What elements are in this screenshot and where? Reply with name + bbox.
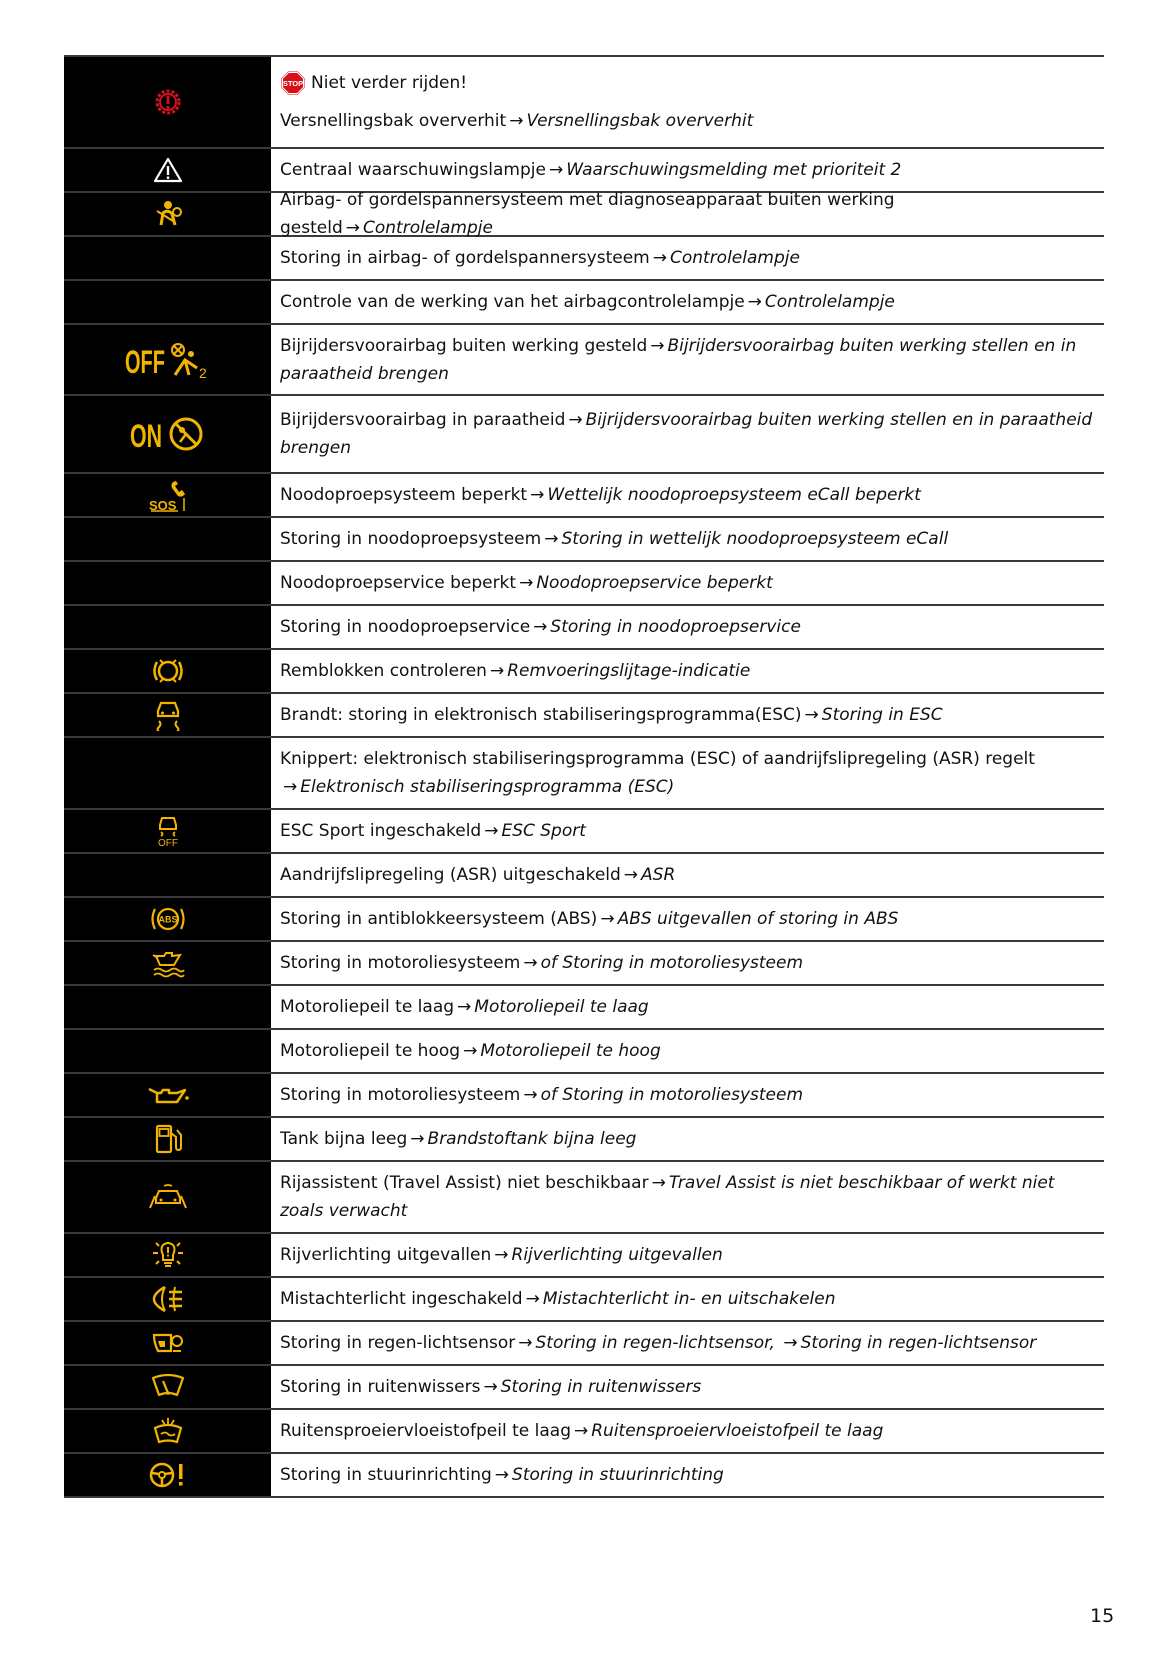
wiper-icon: [64, 1366, 271, 1408]
reference-link[interactable]: Brandstoftank bijna leeg: [427, 1129, 637, 1149]
description-text: ESC Sport ingeschakeld: [280, 821, 482, 841]
table-row: [64, 518, 1104, 562]
description-cell: [271, 57, 1104, 147]
arrow-icon: →: [283, 777, 298, 797]
icon-cell-empty: [64, 562, 271, 604]
description-line: [280, 993, 1094, 1021]
arrow-icon: →: [494, 1245, 509, 1265]
passenger-airbag-off-icon: [64, 325, 271, 394]
description-text: Noodoproepsysteem beperkt: [280, 485, 528, 505]
svg-text:STOP: STOP: [282, 79, 304, 88]
transmission-overheat-icon: [64, 57, 271, 147]
description-cell: [271, 1234, 1104, 1276]
description-line: [280, 186, 1094, 242]
table-row: [64, 810, 1104, 854]
sos-call-icon: [64, 474, 271, 516]
reference-link[interactable]: Controlelampje: [764, 292, 895, 312]
description-line: [280, 745, 1094, 801]
reference-link[interactable]: Storing in regen-lichtsensor: [800, 1333, 1037, 1353]
arrow-icon: →: [410, 1129, 425, 1149]
description-line: [280, 1329, 1094, 1357]
reference-link[interactable]: Motoroliepeil te laag: [474, 997, 649, 1017]
icon-label: ABS: [157, 914, 178, 925]
table-row: [64, 854, 1104, 898]
description-text: Storing in airbag- of gordelspannersysteem: [280, 248, 650, 268]
arrow-icon: →: [484, 821, 499, 841]
description-line: [280, 332, 1094, 388]
reference-link[interactable]: Bijrijdersvoorairbag buiten werking stellen en in paraatheid brengen: [280, 410, 1093, 458]
arrow-icon: →: [523, 1085, 538, 1105]
stop-warning: [280, 69, 1094, 97]
table-row: [64, 237, 1104, 281]
arrow-icon: →: [345, 218, 360, 238]
description-line: [280, 1125, 1094, 1153]
description-cell: [271, 237, 1104, 279]
description-text: Brandt: storing in elektronisch stabiliseringsprogramma(ESC): [280, 705, 802, 725]
description-text: Storing in noodoproepservice: [280, 617, 531, 637]
description-text: Mistachterlicht ingeschakeld: [280, 1289, 523, 1309]
description-line: [280, 861, 1094, 889]
arrow-icon: →: [574, 1421, 589, 1441]
table-row: [64, 942, 1104, 986]
table-row: [64, 1278, 1104, 1322]
reference-link[interactable]: ASR: [641, 865, 676, 885]
reference-link[interactable]: ESC Sport: [501, 821, 586, 841]
reference-link[interactable]: Storing in wettelijk noodoproepsysteem eCall: [561, 529, 949, 549]
description-text: Centraal waarschuwingslampje: [280, 160, 546, 180]
description-line: [280, 817, 1094, 845]
description-line: [280, 1081, 1094, 1109]
description-text: Motoroliepeil te hoog: [280, 1041, 461, 1061]
airbag-icon: [64, 193, 271, 235]
description-text: Storing in motoroliesysteem: [280, 953, 521, 973]
description-cell: [271, 1410, 1104, 1452]
icon-cell-empty: [64, 986, 271, 1028]
arrow-icon: →: [548, 160, 564, 180]
description-line: [280, 905, 1094, 933]
bulb-failure-icon: [64, 1234, 271, 1276]
table-row: [64, 1454, 1104, 1498]
reference-link[interactable]: Motoroliepeil te hoog: [480, 1041, 661, 1061]
arrow-icon: →: [463, 1041, 478, 1061]
description-cell: [271, 942, 1104, 984]
description-text: Rijassistent (Travel Assist) niet beschikbaar: [280, 1173, 649, 1193]
brake-pad-icon: [64, 650, 271, 692]
arrow-icon: →: [525, 1289, 540, 1309]
arrow-icon: →: [652, 248, 667, 268]
table-row: [64, 1322, 1104, 1366]
description-text: Bijrijdersvoorairbag buiten werking gesteld: [280, 335, 648, 356]
table-row: [64, 55, 1104, 149]
table-row: [64, 1030, 1104, 1074]
table-row: [64, 1410, 1104, 1454]
table-row: [64, 562, 1104, 606]
reference-link[interactable]: Waarschuwingsmelding met prioriteit 2: [566, 160, 902, 180]
description-cell: [271, 1030, 1104, 1072]
description-cell: [271, 1366, 1104, 1408]
arrow-icon: →: [533, 617, 548, 637]
table-row: [64, 738, 1104, 810]
description-cell: [271, 1162, 1104, 1232]
warning-lights-table: [64, 55, 1104, 1498]
table-row: [64, 474, 1104, 518]
reference-link[interactable]: Storing in noodoproepservice: [550, 617, 801, 637]
oil-can-icon: [64, 1074, 271, 1116]
arrow-icon: →: [783, 1333, 798, 1353]
description-cell: [271, 281, 1104, 323]
table-row: [64, 1162, 1104, 1234]
description-line: [280, 1285, 1094, 1313]
description-line: [280, 701, 1094, 729]
description-cell: [271, 518, 1104, 560]
description-text: Storing in noodoproepsysteem: [280, 529, 542, 549]
reference-link[interactable]: ABS uitgevallen of storing in ABS: [617, 909, 899, 929]
icon-cell-empty: [64, 606, 271, 648]
description-text: Storing in regen-lichtsensor: [280, 1333, 516, 1353]
description-cell: [271, 1278, 1104, 1320]
description-line: [280, 1461, 1094, 1489]
description-line: [280, 406, 1094, 462]
description-text: Storing in ruitenwissers: [280, 1377, 481, 1397]
arrow-icon: →: [650, 335, 665, 356]
table-row: [64, 898, 1104, 942]
description-line: [280, 1241, 1094, 1269]
arrow-icon: →: [494, 1465, 510, 1485]
description-line: [280, 156, 1094, 184]
icon-label: SOS: [148, 498, 176, 512]
arrow-icon: →: [804, 705, 819, 725]
description-text: Controle van de werking van het airbagcontrolelampje: [280, 292, 745, 312]
description-line: [280, 1417, 1094, 1445]
description-cell: [271, 474, 1104, 516]
arrow-icon: →: [530, 485, 545, 505]
description-cell: [271, 650, 1104, 692]
reference-link[interactable]: Storing in ruitenwissers: [500, 1377, 702, 1397]
icon-cell-empty: [64, 854, 271, 896]
reference-link[interactable]: Remvoeringslijtage-indicatie: [507, 661, 751, 681]
oil-level-icon: [64, 942, 271, 984]
description-line: [280, 481, 1094, 509]
arrow-icon: →: [651, 1173, 666, 1193]
reference-link[interactable]: Bijrijdersvoorairbag buiten werking stellen en in paraatheid brengen: [280, 335, 1077, 384]
table-row: [64, 396, 1104, 474]
description-cell: [271, 810, 1104, 852]
icon-cell-empty: [64, 738, 271, 808]
reference-link[interactable]: Storing in regen-lichtsensor,: [535, 1333, 775, 1353]
description-cell: [271, 1322, 1104, 1364]
reference-link[interactable]: Storing in ESC: [821, 705, 943, 725]
washer-fluid-icon: [64, 1410, 271, 1452]
description-text: Airbag- of gordelspannersysteem met diagnoseapparaat buiten werking gesteld: [280, 190, 895, 238]
table-row: [64, 1118, 1104, 1162]
description-text: Tank bijna leeg: [280, 1129, 408, 1149]
description-text: Bijrijdersvoorairbag in paraatheid: [280, 410, 566, 430]
arrow-icon: →: [519, 573, 534, 593]
icon-cell-empty: [64, 237, 271, 279]
icon-label: OFF: [157, 838, 178, 847]
icon-cell-empty: [64, 281, 271, 323]
warning-triangle-icon: [64, 149, 271, 191]
reference-link[interactable]: Controlelampje: [669, 248, 800, 268]
steering-fault-icon: [64, 1454, 271, 1496]
reference-link[interactable]: Controlelampje: [363, 218, 493, 238]
description-text: Remblokken controleren: [280, 661, 487, 681]
description-cell: [271, 190, 1104, 238]
description-text: Noodoproepservice beperkt: [280, 573, 517, 593]
table-row: [64, 190, 1104, 238]
reference-link[interactable]: Rijverlichting uitgevallen: [511, 1245, 723, 1265]
table-row: [64, 281, 1104, 325]
table-row: [64, 1234, 1104, 1278]
description-cell: [271, 562, 1104, 604]
abs-icon: [64, 898, 271, 940]
description-line: [280, 525, 1094, 553]
description-text: Storing in stuurinrichting: [280, 1465, 492, 1485]
description-line: [280, 1037, 1094, 1065]
description-line: [280, 244, 1094, 272]
description-cell: [271, 738, 1104, 808]
arrow-icon: →: [457, 997, 472, 1017]
icon-cell-empty: [64, 518, 271, 560]
table-row: [64, 694, 1104, 738]
arrow-icon: →: [623, 865, 639, 885]
table-row: [64, 606, 1104, 650]
reference-link[interactable]: Versnellingsbak oververhit: [526, 111, 754, 131]
esc-icon: [64, 694, 271, 736]
reference-link[interactable]: Wettelijk noodoproepsysteem eCall beperkt: [547, 485, 921, 505]
description-text: Aandrijfslipregeling (ASR) uitgeschakeld: [280, 865, 621, 885]
description-cell: [271, 694, 1104, 736]
table-row: [64, 1366, 1104, 1410]
stop-sign-icon: [280, 70, 306, 96]
description-cell: [271, 898, 1104, 940]
page-number: 15: [1090, 1605, 1115, 1627]
description-text: Storing in motoroliesysteem: [280, 1085, 521, 1105]
arrow-icon: →: [489, 661, 505, 681]
reference-link[interactable]: of Storing in motoroliesysteem: [540, 953, 804, 973]
reference-link[interactable]: of Storing in motoroliesysteem: [540, 1085, 804, 1105]
table-row: [64, 986, 1104, 1030]
description-text: Rijverlichting uitgevallen: [280, 1245, 492, 1265]
description-line: [280, 613, 1094, 641]
description-line: [280, 949, 1094, 977]
description-text: Knippert: elektronisch stabiliseringsprogramma (ESC) of aandrijfslipregeling (ASR) regelt: [280, 749, 1035, 769]
arrow-icon: →: [518, 1333, 533, 1353]
rear-fog-light-icon: [64, 1278, 271, 1320]
icon-label: OFF: [124, 343, 165, 380]
description-text: Versnellingsbak oververhit: [280, 111, 507, 131]
arrow-icon: →: [523, 953, 538, 973]
table-row: [64, 1074, 1104, 1118]
icon-subscript: 2: [198, 364, 207, 380]
arrow-icon: →: [600, 909, 615, 929]
fuel-icon: [64, 1118, 271, 1160]
arrow-icon: →: [568, 410, 583, 430]
esc-off-icon: [64, 810, 271, 852]
reference-link[interactable]: Storing in stuurinrichting: [512, 1465, 724, 1485]
reference-link[interactable]: Elektronisch stabiliseringsprogramma (ESC): [300, 777, 675, 797]
description-cell: [271, 986, 1104, 1028]
description-text: Storing in antiblokkeersysteem (ABS): [280, 909, 598, 929]
arrow-icon: →: [747, 292, 762, 312]
icon-cell-empty: [64, 1030, 271, 1072]
description-line: [280, 288, 1094, 316]
description-line: [280, 569, 1094, 597]
description-cell: [271, 854, 1104, 896]
description-cell: [271, 149, 1104, 191]
arrow-icon: →: [483, 1377, 498, 1397]
description-line: [280, 1373, 1094, 1401]
description-cell: [271, 396, 1104, 472]
description-text: Motoroliepeil te laag: [280, 997, 455, 1017]
reference-link[interactable]: Travel Assist is niet beschikbaar of werkt niet zoals verwacht: [280, 1173, 1055, 1221]
passenger-airbag-on-icon: [64, 396, 271, 472]
description-line: [280, 657, 1094, 685]
reference-link[interactable]: Noodoproepservice beperkt: [536, 573, 773, 593]
description-cell: [271, 606, 1104, 648]
icon-label: ON: [129, 418, 162, 454]
reference-link[interactable]: Ruitensproeiervloeistofpeil te laag: [591, 1421, 884, 1441]
rain-light-sensor-icon: [64, 1322, 271, 1364]
description-cell: [271, 1454, 1104, 1496]
description-text: Ruitensproeiervloeistofpeil te laag: [280, 1421, 571, 1441]
description-line: [280, 107, 1094, 135]
table-row: [64, 650, 1104, 694]
description-cell: [271, 1118, 1104, 1160]
stop-warning-text: Niet verder rijden!: [311, 73, 468, 93]
arrow-icon: →: [544, 529, 559, 549]
travel-assist-icon: [64, 1162, 271, 1232]
description-cell: [271, 1074, 1104, 1116]
table-row: [64, 325, 1104, 396]
reference-link[interactable]: Mistachterlicht in- en uitschakelen: [542, 1289, 836, 1309]
description-cell: [271, 325, 1104, 394]
arrow-icon: →: [509, 111, 524, 131]
description-line: [280, 1169, 1094, 1225]
